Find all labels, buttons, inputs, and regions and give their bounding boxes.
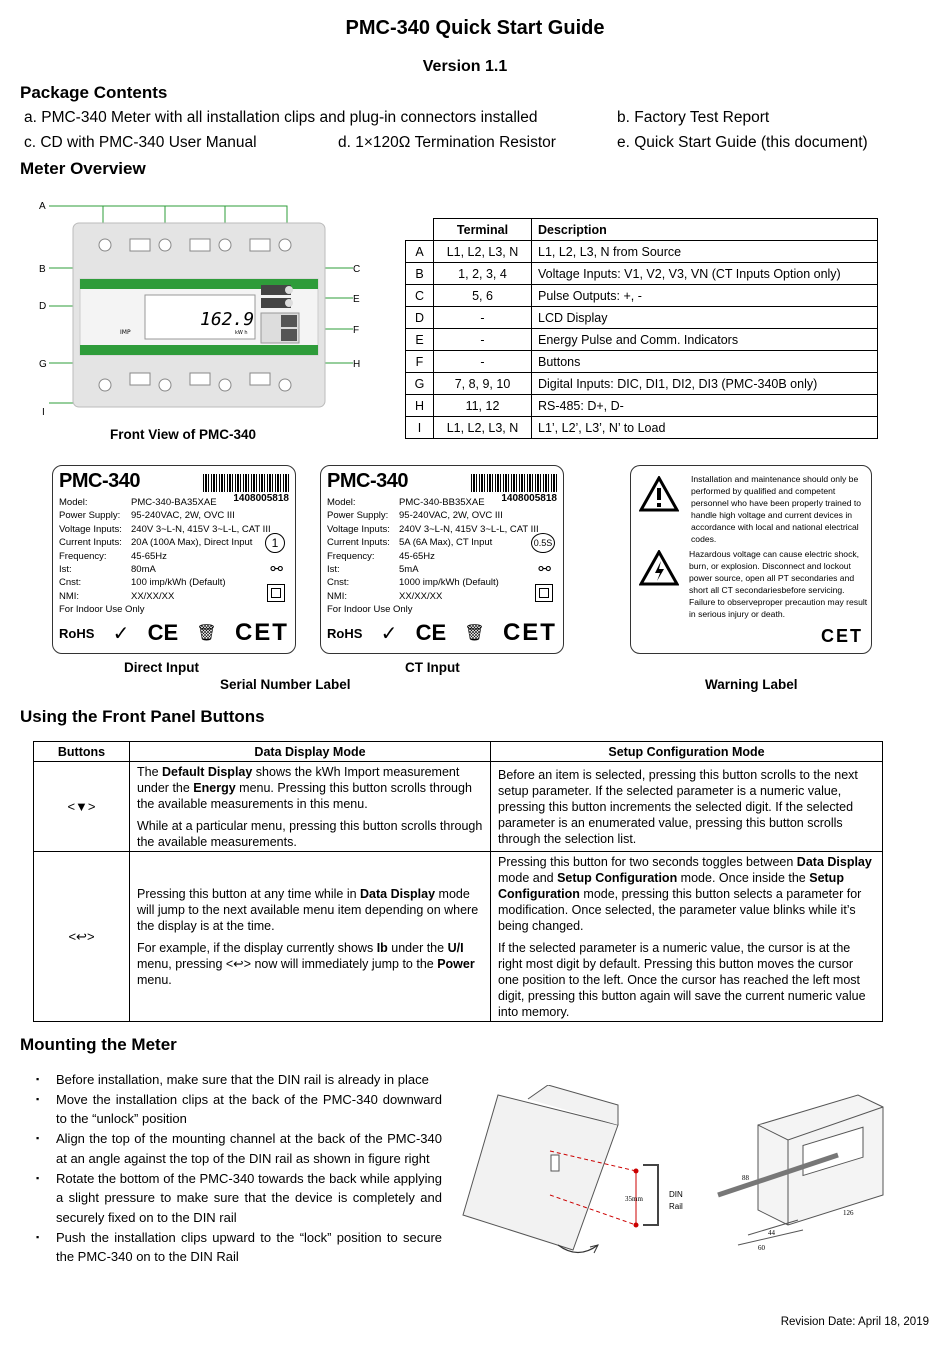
mounting-diagram: [458, 1085, 888, 1260]
high-voltage-icon: [639, 550, 679, 586]
spec-key: Current Inputs:: [327, 537, 390, 549]
text-run: mode and: [498, 870, 558, 885]
text-run: U/I: [447, 940, 464, 955]
spec-key: Frequency:: [59, 550, 107, 562]
table-header: Terminal: [434, 219, 532, 241]
direct-input-caption: Direct Input: [124, 660, 200, 675]
text-run: menu. Pressing this button scrolls through the available measurements in this menu.: [137, 780, 472, 811]
table-cell: E: [406, 329, 434, 351]
table-cell: I: [406, 417, 434, 439]
table-row: [406, 417, 878, 439]
warning-text-2: Hazardous voltage can cause electric shock, burn, or explosion. Disconnect and lockout power source, open all PT secondaries and short all CT secondariesbefore servicing. Failure to observeproper precaution may result in serious injury or death.: [689, 549, 868, 619]
buttons-table: [33, 741, 883, 1022]
table-header: Data Display Mode: [130, 742, 491, 762]
table-row: [406, 351, 878, 373]
table-cell: Energy Pulse and Comm. Indicators: [532, 329, 878, 351]
table-cell: -: [434, 307, 532, 329]
cell-paragraph: [137, 940, 483, 988]
label-serial: 1408005818: [233, 493, 289, 504]
text-run: Energy: [193, 780, 236, 795]
spec-key: Model:: [327, 497, 356, 508]
package-heading: Package Contents: [20, 83, 168, 102]
version-label: Version 1.1: [422, 58, 508, 75]
warning-exclamation-icon: [639, 476, 679, 512]
table-cell: C: [406, 285, 434, 307]
spec-value: 45-65Hz: [399, 550, 435, 562]
text-run: For example, if the display currently shows: [137, 940, 377, 955]
list-item: ▪ Align the top of the mounting channel at the back of the PMC-340 at an angle against the top of the DIN rail as shown in figure right: [36, 1129, 442, 1168]
lcd-value: 162.9: [200, 309, 255, 330]
table-row: [406, 307, 878, 329]
cell-paragraph: [137, 886, 483, 934]
text-run: mode, pressing this button selects a parameter for modification. Once selected, the parameter value blinks while it’s being changed.: [498, 886, 862, 933]
spec-value: 20A (100A Max), Direct Input: [131, 537, 253, 549]
spec-value: 240V 3~L-N, 415V 3~L-L, CAT III: [399, 523, 539, 535]
warning-label: [630, 465, 872, 654]
ce-icon: CE: [415, 620, 447, 645]
cet-logo: CET: [502, 619, 557, 646]
table-cell: F: [406, 351, 434, 373]
table-cell: Digital Inputs: DIC, DI1, DI2, DI3 (PMC-340B only): [532, 373, 878, 395]
label-footer: For Indoor Use Only: [59, 604, 145, 616]
enter-button-cell: <↩>: [34, 852, 130, 1022]
spec-key: Ist:: [59, 564, 72, 576]
callout-b: B: [39, 264, 46, 275]
rcm-icon: ✓: [380, 622, 398, 645]
double-insulation-icon: [535, 584, 553, 602]
spec-key: Voltage Inputs:: [59, 523, 122, 535]
callout-g: G: [39, 359, 47, 370]
table-header-row: [34, 742, 883, 762]
spec-value: XX/XX/XX: [131, 590, 175, 602]
spec-key: Voltage Inputs:: [327, 523, 390, 535]
list-item: ▪ Rotate the bottom of the PMC-340 towards the back while applying a slight pressure to make sure that the device is completely and securely fixed on to the DIN rail: [36, 1169, 442, 1228]
text-run: Power: [437, 956, 475, 971]
mounting-heading: Mounting the Meter: [20, 1035, 177, 1054]
table-header: Setup Configuration Mode: [491, 742, 883, 762]
cell-paragraph: While at a particular menu, pressing this button scrolls through the available measurements.: [137, 818, 483, 849]
spec-value: 95-240VAC, 2W, OVC III: [399, 510, 503, 522]
spec-value: XX/XX/XX: [399, 590, 443, 602]
phase-symbol-icon: ⚯: [538, 561, 551, 578]
table-cell: -: [434, 329, 532, 351]
table-cell: D: [406, 307, 434, 329]
table-cell: [491, 762, 883, 852]
lcd-unit: kW h: [235, 330, 248, 336]
table-cell: Buttons: [532, 351, 878, 373]
package-item-e: e. Quick Start Guide (this document): [617, 134, 868, 151]
table-cell: L1, L2, L3, N from Source: [532, 241, 878, 263]
cet-logo: CET: [821, 626, 863, 646]
barcode-icon: [203, 474, 289, 492]
warning-label-caption: Warning Label: [705, 677, 798, 692]
callout-f: F: [353, 325, 360, 336]
dim-60: 60: [758, 1244, 765, 1252]
spec-value: 240V 3~L-N, 415V 3~L-L, CAT III: [131, 523, 271, 535]
text-run: Data Display: [796, 854, 872, 869]
callout-a: A: [39, 201, 46, 212]
table-header: [406, 219, 434, 241]
spec-key: Frequency:: [327, 550, 375, 562]
revision-date: Revision Date: April 18, 2019: [780, 1316, 929, 1328]
front-view-caption: Front View of PMC-340: [110, 427, 257, 442]
spec-key: Ist:: [327, 564, 340, 576]
cell-paragraph: Before an item is selected, pressing this button scrolls to the next setup parameter. If the selected parameter is a numeric value, pressing this button increments the selected digit. If the selected parameter is an enumerated value, pressing this button scrolls through the selection list.: [498, 767, 858, 846]
spec-key: Current Inputs:: [59, 537, 122, 549]
table-cell: L1, L2, L3, N: [434, 241, 532, 263]
callout-e: E: [353, 294, 360, 305]
serial-label-ct: [320, 465, 564, 654]
spec-value: 1000 imp/kWh (Default): [399, 577, 499, 589]
table-cell: [130, 852, 491, 1022]
callout-d: D: [39, 301, 47, 312]
table-row: [406, 373, 878, 395]
barcode-icon: [471, 474, 557, 492]
double-insulation-icon: [267, 584, 285, 602]
list-item: ▪ Move the installation clips at the back of the PMC-340 downward to the “unlock” position: [36, 1090, 442, 1129]
callout-h: H: [353, 359, 361, 370]
table-cell: Pulse Outputs: +, -: [532, 285, 878, 307]
spec-key: Power Supply:: [327, 510, 389, 522]
text-run: under the: [387, 940, 448, 955]
list-item: ▪ Push the installation clips upward to the “lock” position to secure the PMC-340 on to the DIN Rail: [36, 1228, 442, 1267]
front-view-diagram: [35, 195, 375, 417]
spec-key: Model:: [59, 497, 88, 508]
overview-heading: Meter Overview: [20, 159, 146, 178]
text-run: mode will jump to the next available menu item depending on where the display is at the time.: [137, 886, 479, 933]
rohs-icon: RoHS: [59, 625, 95, 641]
table-cell: A: [406, 241, 434, 263]
table-header: Description: [532, 219, 878, 241]
table-cell: RS-485: D+, D-: [532, 395, 878, 417]
label-serial: 1408005818: [501, 493, 557, 504]
table-cell: 7, 8, 9, 10: [434, 373, 532, 395]
table-row: [34, 762, 883, 852]
spec-value: 100 imp/kWh (Default): [131, 577, 226, 589]
din-label: DIN: [669, 1190, 683, 1199]
text-run: Pressing this button for two seconds toggles between: [498, 854, 797, 869]
text-run: Default Display: [162, 764, 253, 779]
rohs-icon: RoHS: [327, 625, 363, 641]
weee-bin-icon: 🗑: [196, 625, 217, 642]
spec-value: 80mA: [131, 564, 156, 576]
text-run: mode. Once inside the: [677, 870, 810, 885]
label-spec-list: [59, 496, 271, 617]
label-footer: For Indoor Use Only: [327, 604, 413, 616]
callout-i: I: [42, 407, 45, 417]
table-row: [406, 395, 878, 417]
spec-value: PMC-340-BB35XAE: [399, 497, 485, 508]
down-button-cell: <▼>: [34, 762, 130, 852]
ct-input-caption: CT Input: [405, 660, 460, 675]
table-header-row: [406, 219, 878, 241]
text-run: The: [137, 764, 163, 779]
table-cell: G: [406, 373, 434, 395]
text-run: menu.: [137, 972, 172, 987]
table-row: [406, 329, 878, 351]
table-cell: Voltage Inputs: V1, V2, V3, VN (CT Inputs Option only): [532, 263, 878, 285]
label-title: PMC-340: [59, 470, 140, 492]
spec-key: Cnst:: [59, 577, 82, 589]
spec-value: 95-240VAC, 2W, OVC III: [131, 510, 235, 522]
text-run: menu, pressing <↩> now will immediately jump to the: [137, 956, 438, 971]
table-cell: [491, 852, 883, 1022]
buttons-heading: Using the Front Panel Buttons: [20, 707, 265, 726]
text-run: Data Display: [360, 886, 436, 901]
dim-88: 88: [742, 1174, 749, 1182]
spec-key: NMI:: [59, 590, 80, 602]
spec-value: 5A (6A Max), CT Input: [399, 537, 493, 549]
table-row: [406, 263, 878, 285]
table-cell: L1’, L2’, L3’, N’ to Load: [532, 417, 878, 439]
dim-126: 126: [843, 1209, 854, 1217]
text-run: shows the kWh Import measurement under the: [137, 764, 460, 795]
callout-c: C: [353, 264, 361, 275]
package-item-a: a. PMC-340 Meter with all installation clips and plug-in connectors installed: [24, 109, 538, 126]
label-title: PMC-340: [327, 470, 408, 492]
cell-paragraph: [498, 854, 875, 934]
list-item: ▪ Before installation, make sure that the DIN rail is already in place: [36, 1070, 442, 1090]
spec-key: Power Supply:: [59, 510, 121, 522]
package-item-c: c. CD with PMC-340 User Manual: [24, 134, 257, 151]
serial-label-direct: [52, 465, 296, 654]
spec-value: 5mA: [399, 564, 419, 576]
table-cell: B: [406, 263, 434, 285]
table-cell: -: [434, 351, 532, 373]
din-rail-icon: [643, 1165, 658, 1225]
table-row: [406, 241, 878, 263]
phase-symbol-icon: ⚯: [270, 561, 283, 578]
lcd-imp: IMP: [120, 329, 131, 336]
spec-key: NMI:: [327, 590, 348, 602]
warning-text-1: Installation and maintenance should only be performed by qualified and competent personnel who have been properly trained to handle high voltage and current devices in accordance with local and national electrical codes.: [691, 474, 862, 544]
text-run: Pressing this button at any time while in: [137, 886, 361, 901]
dim-44: 44: [768, 1229, 775, 1237]
page-title: PMC-340 Quick Start Guide: [345, 17, 605, 39]
table-cell: L1, L2, L3, N: [434, 417, 532, 439]
spec-value: PMC-340-BA35XAE: [131, 497, 217, 508]
table-cell: LCD Display: [532, 307, 878, 329]
table-header: Buttons: [34, 742, 130, 762]
terminal-table: [405, 218, 878, 439]
rail-width-label: 35mm: [625, 1195, 643, 1203]
package-item-d: d. 1×120Ω Termination Resistor: [338, 134, 556, 151]
table-cell: 11, 12: [434, 395, 532, 417]
spec-key: Cnst:: [327, 577, 350, 589]
text-run: Ib: [376, 940, 388, 955]
table-cell: 5, 6: [434, 285, 532, 307]
weee-bin-icon: 🗑: [464, 625, 485, 642]
serial-label-caption: Serial Number Label: [220, 677, 351, 692]
mounting-steps: [36, 1070, 442, 1267]
text-run: Setup Configuration: [557, 870, 678, 885]
cet-logo: CET: [234, 619, 289, 646]
rail-label: Rail: [669, 1202, 683, 1211]
rcm-icon: ✓: [112, 622, 130, 645]
cell-paragraph: If the selected parameter is a numeric value, the cursor is at the right most digit by default. Pressing this button moves the cursor one position to the left. Once the cursor has reached the left most digit, pressing this button again will save the current numeric value into memory.: [498, 940, 866, 1019]
label-spec-list: [327, 496, 539, 617]
table-cell: 1, 2, 3, 4: [434, 263, 532, 285]
table-row: [34, 852, 883, 1022]
table-cell: [130, 762, 491, 852]
ce-icon: CE: [147, 620, 179, 645]
cell-paragraph: [137, 764, 483, 812]
accuracy-class-icon: 1: [265, 533, 285, 553]
clip-icon: [551, 1155, 559, 1171]
accuracy-class-icon: 0.5S: [531, 533, 555, 553]
spec-value: 45-65Hz: [131, 550, 167, 562]
table-row: [406, 285, 878, 307]
text-run: Setup Configuration: [498, 870, 844, 901]
table-cell: H: [406, 395, 434, 417]
package-item-b: b. Factory Test Report: [617, 109, 770, 126]
